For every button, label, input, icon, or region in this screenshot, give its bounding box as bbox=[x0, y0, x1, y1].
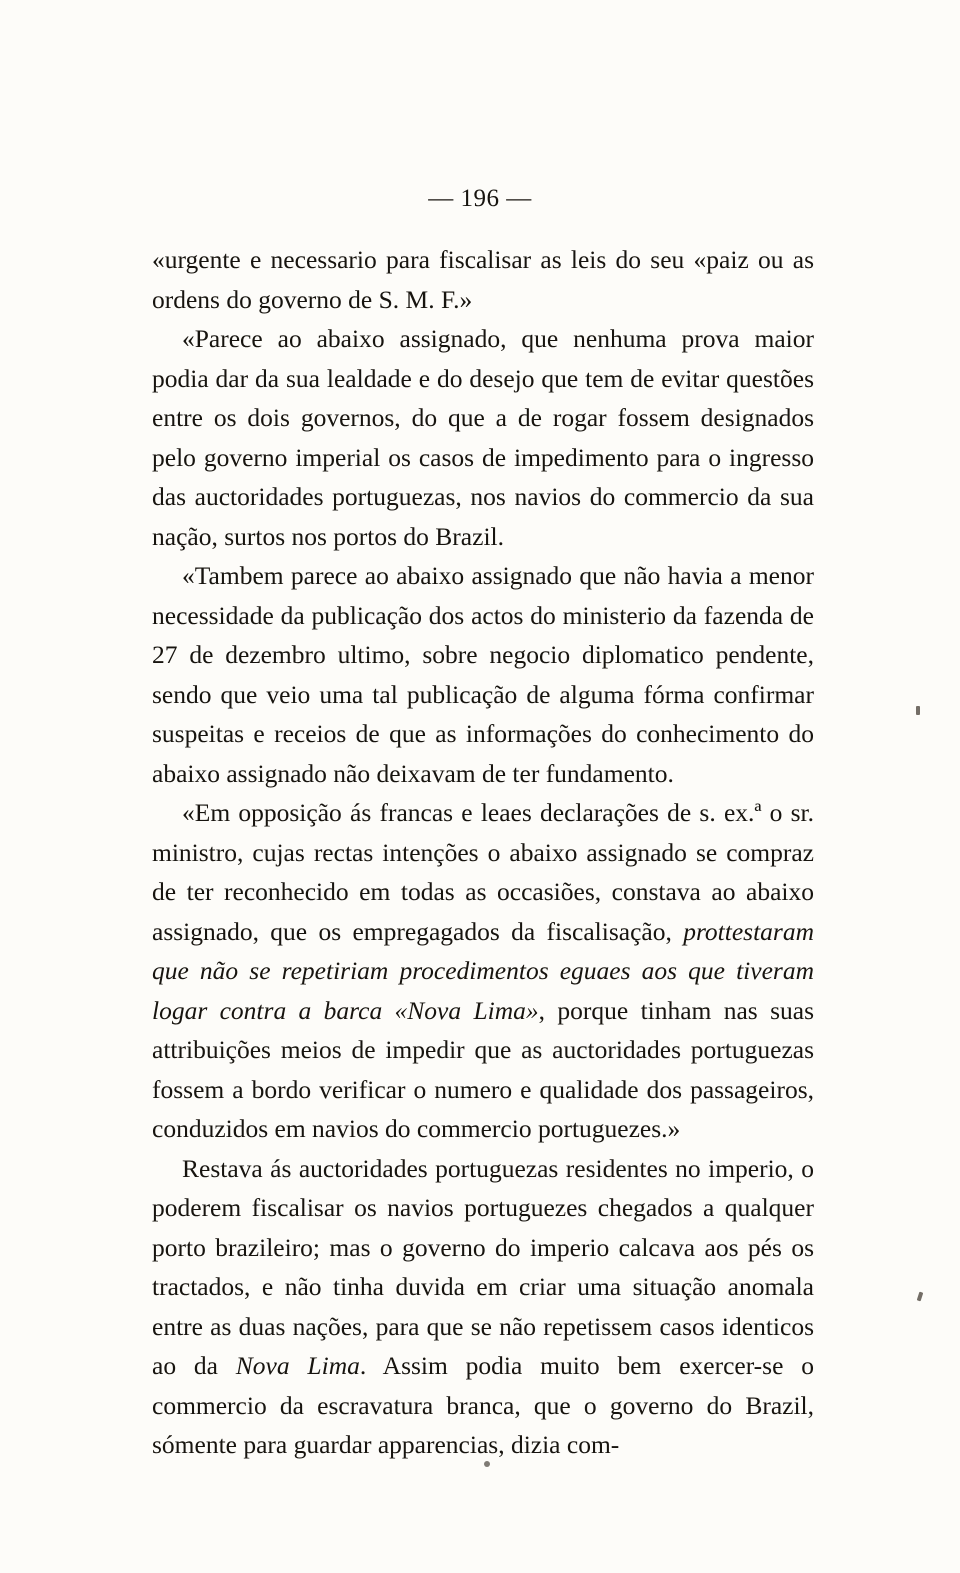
body-text-column bbox=[152, 240, 814, 1465]
marginal-mark-icon bbox=[916, 706, 920, 715]
text-run: «Parece ao abaixo assignado, que nenhuma prova maior podia dar da sua lealdade e do desejo que tem de evitar questões entre os dois governos, do que a de rogar fossem designados pelo governo imperial os casos de impedimento para o ingresso das auctoridades portuguezas, nos navios do commercio da sua nação, surtos nos portos do Brazil. bbox=[152, 324, 814, 551]
marginal-mark-icon bbox=[917, 1292, 924, 1302]
text-run: «Em opposição ás francas e leaes declarações de s. ex.ª o sr. ministro, cujas rectas intenções o abaixo assignado se compraz de ter reconhecido em todas as occasiões, constava ao abaixo assignado, que os empregagados da fiscalisação, bbox=[152, 798, 814, 946]
paragraph bbox=[152, 319, 814, 556]
paragraph bbox=[152, 1149, 814, 1465]
page-number: — 196 — bbox=[428, 185, 532, 212]
bottom-page-mark-icon bbox=[484, 1461, 490, 1467]
paragraph bbox=[152, 793, 814, 1149]
italic-text-run: Nova Lima bbox=[235, 1351, 360, 1380]
italic-text-run: prottestaram que não se repetiriam procedimentos eguaes aos que tiveram logar contra a barca «Nova Lima» bbox=[152, 916, 814, 1025]
text-run: «Tambem parece ao abaixo assignado que não havia a menor necessidade da publicação dos actos do ministerio da fazenda de 27 de dezembro ultimo, sobre negocio diplomatico pendente, sendo que veio uma tal publicação de alguma fórma confirmar suspeitas e receios de que as informações do conhecimento do abaixo assignado não deixavam de ter fundamento. bbox=[152, 561, 814, 788]
text-run: . Assim podia muito bem exercer-se o commercio da escravatura branca, que o governo do Brazil, sómente para guardar apparencias, dizia com- bbox=[152, 1351, 814, 1459]
text-run: , porque tinham nas suas attribuições meios de impedir que as auctoridades portuguezas fossem a bordo verificar o numero e qualidade dos passageiros, conduzidos em navios do commercio portuguezes.» bbox=[152, 995, 815, 1143]
text-run: Restava ás auctoridades portuguezas residentes no imperio, o poderem fiscalisar os navios portuguezes chegados a qualquer porto brazileiro; mas o governo do imperio calcava aos pés os tractados, e não tinha duvida em criar uma situação anomala entre as duas nações, para que se não repetissem casos identicos ao da bbox=[152, 1153, 814, 1380]
paragraph bbox=[152, 240, 814, 319]
text-run: «urgente e necessario para fiscalisar as leis do seu «paiz ou as ordens do governo de S. M. F.» bbox=[152, 245, 814, 314]
paragraph bbox=[152, 556, 814, 793]
